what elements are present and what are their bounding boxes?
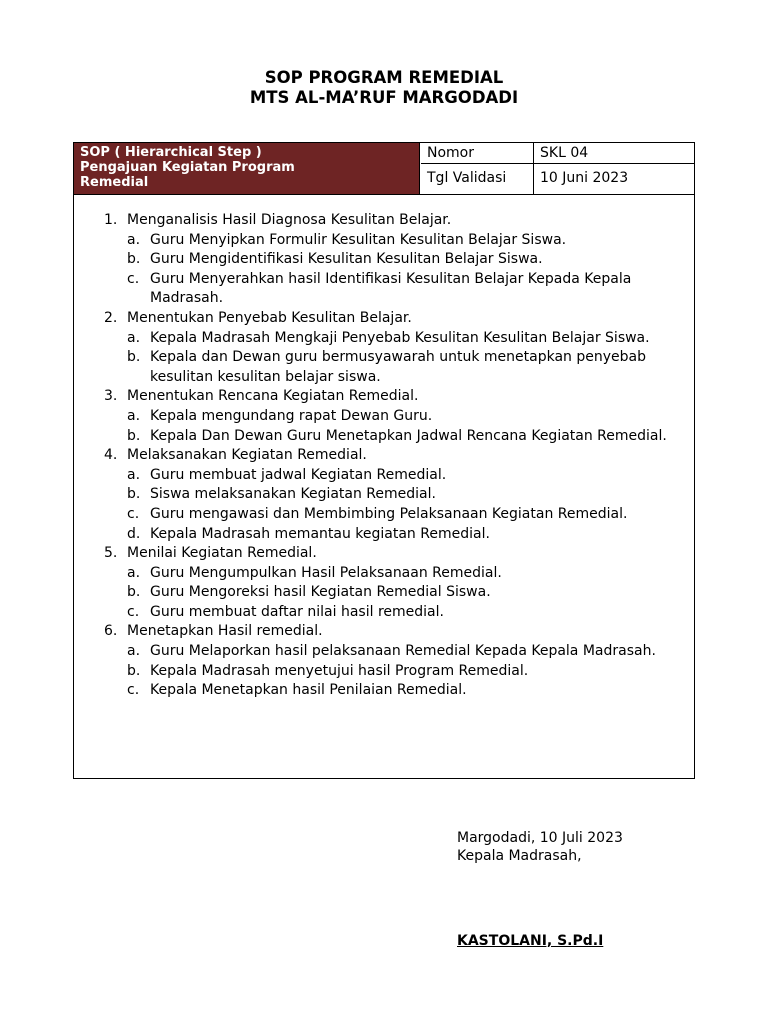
step-text: Menilai Kegiatan Remedial. — [127, 545, 317, 562]
nomor-value: SKL 04 — [534, 143, 694, 164]
procedure-step — [74, 446, 694, 544]
sub-steps — [127, 329, 694, 388]
sub-step-text: Guru membuat daftar nilai hasil remedial. — [150, 603, 444, 620]
sop-header-line-1: SOP ( Hierarchical Step ) — [80, 145, 262, 160]
tgl-validasi-label: Tgl Validasi — [421, 164, 534, 194]
sub-step-text: Guru Menyerahkan hasil Identifikasi Kesulitan Belajar Kepada Kepala Madrasah. — [150, 270, 632, 307]
sub-step-text: Kepala mengundang rapat Dewan Guru. — [150, 407, 433, 424]
sub-step-letter: a. — [127, 329, 141, 346]
signature-name: KASTOLANI, S.Pd.I — [457, 933, 604, 949]
sub-step — [127, 407, 694, 427]
sub-step-text: Kepala Madrasah Mengkaji Penyebab Kesulitan Kesulitan Belajar Siswa. — [150, 329, 650, 346]
step-text: Menetapkan Hasil remedial. — [127, 623, 323, 640]
step-text: Menganalisis Hasil Diagnosa Kesulitan Belajar. — [127, 212, 452, 228]
sub-step — [127, 603, 694, 623]
sub-step-letter: b. — [127, 584, 141, 601]
sub-step — [127, 466, 694, 486]
sub-step-text: Kepala dan Dewan guru bermusyawarah untuk menetapkan penyebab kesulitan kesulitan belajar siswa. — [150, 349, 646, 385]
sub-step — [127, 270, 694, 309]
title-line-2: MTS AL-MA’RUF MARGODADI — [249, 88, 519, 107]
procedure-step — [74, 622, 694, 700]
sub-step-text: Guru Melaporkan hasil pelaksanaan Remedial Kepada Kepala Madrasah. — [150, 643, 656, 660]
sub-step-letter: b. — [127, 427, 141, 444]
procedure-steps — [74, 211, 694, 701]
step-text: Menentukan Rencana Kegiatan Remedial. — [127, 388, 419, 405]
sub-step — [127, 348, 694, 387]
step-number: 6. — [104, 623, 118, 640]
sub-steps — [127, 564, 694, 623]
sub-step-text: Kepala Menetapkan hasil Penilaian Remedial. — [150, 682, 467, 699]
sub-step-text: Guru mengawasi dan Membimbing Pelaksanaan Kegiatan Remedial. — [150, 505, 628, 522]
procedure-step — [74, 309, 694, 387]
title-line-1: SOP PROGRAM REMEDIAL — [264, 68, 504, 87]
tgl-validasi-value: 10 Juni 2023 — [540, 170, 629, 186]
sub-step-letter: d. — [127, 525, 141, 542]
step-number: 2. — [104, 309, 118, 326]
sub-step-text: Guru Mengidentifikasi Kesulitan Kesulitan Belajar Siswa. — [150, 251, 543, 268]
sub-step-text: Siswa melaksanakan Kegiatan Remedial. — [150, 486, 436, 503]
sop-header-line-3: Remedial — [80, 175, 149, 190]
sub-step — [127, 250, 694, 270]
sub-step-letter: c. — [127, 270, 140, 287]
sub-step-letter: b. — [127, 251, 141, 268]
sub-step — [127, 329, 694, 349]
sub-steps — [127, 466, 694, 544]
sub-step-letter: a. — [127, 564, 141, 581]
sub-step-letter: a. — [127, 643, 141, 660]
sub-step-text: Guru Mengumpulkan Hasil Pelaksanaan Remedial. — [150, 564, 502, 581]
document-title — [0, 68, 768, 108]
signature-role: Kepala Madrasah, — [457, 848, 582, 864]
procedure-step — [74, 211, 694, 309]
procedure-step — [74, 387, 694, 446]
sub-step — [127, 564, 694, 584]
sub-step-text: Kepala Dan Dewan Guru Menetapkan Jadwal Rencana Kegiatan Remedial. — [150, 427, 667, 444]
sop-header-line-2: Pengajuan Kegiatan Program — [80, 160, 295, 175]
sub-steps — [127, 642, 694, 701]
signature-place-date: Margodadi, 10 Juli 2023 — [457, 830, 623, 846]
sub-step-letter: a. — [127, 407, 141, 424]
sub-step-letter: b. — [127, 486, 141, 503]
sub-step — [127, 427, 694, 447]
sub-step-text: Guru Menyipkan Formulir Kesulitan Kesulitan Belajar Siswa. — [150, 231, 567, 248]
procedure-step — [74, 544, 694, 622]
step-number: 5. — [104, 545, 118, 562]
sub-step — [127, 583, 694, 603]
sub-step — [127, 485, 694, 505]
sub-step-letter: a. — [127, 466, 141, 483]
sub-step-letter: c. — [127, 603, 140, 620]
sop-header-cell — [74, 143, 420, 194]
sub-step-letter: b. — [127, 662, 141, 679]
sub-step-text: Kepala Madrasah memantau kegiatan Remedial. — [150, 525, 490, 542]
step-number: 3. — [104, 388, 118, 405]
sub-step — [127, 681, 694, 701]
step-number: 1. — [104, 212, 118, 228]
sub-steps — [127, 407, 694, 446]
step-text: Melaksanakan Kegiatan Remedial. — [127, 447, 367, 464]
sub-step-letter: c. — [127, 682, 140, 699]
sub-step-letter: c. — [127, 505, 140, 522]
nomor-label: Nomor — [421, 143, 534, 164]
sub-step — [127, 642, 694, 662]
header-divider — [74, 194, 694, 195]
sub-step-letter: a. — [127, 231, 141, 248]
sub-step-letter: b. — [127, 349, 141, 366]
sub-step-text: Guru membuat jadwal Kegiatan Remedial. — [150, 466, 447, 483]
sub-step-text: Kepala Madrasah menyetujui hasil Program Remedial. — [150, 662, 529, 679]
sub-step — [127, 231, 694, 251]
sub-step — [127, 505, 694, 525]
sub-step-text: Guru Mengoreksi hasil Kegiatan Remedial Siswa. — [150, 584, 491, 601]
sub-step — [127, 525, 694, 545]
sop-table — [73, 142, 695, 779]
sub-steps — [127, 231, 694, 309]
step-text: Menentukan Penyebab Kesulitan Belajar. — [127, 309, 412, 326]
step-number: 4. — [104, 447, 118, 464]
sub-step — [127, 662, 694, 682]
